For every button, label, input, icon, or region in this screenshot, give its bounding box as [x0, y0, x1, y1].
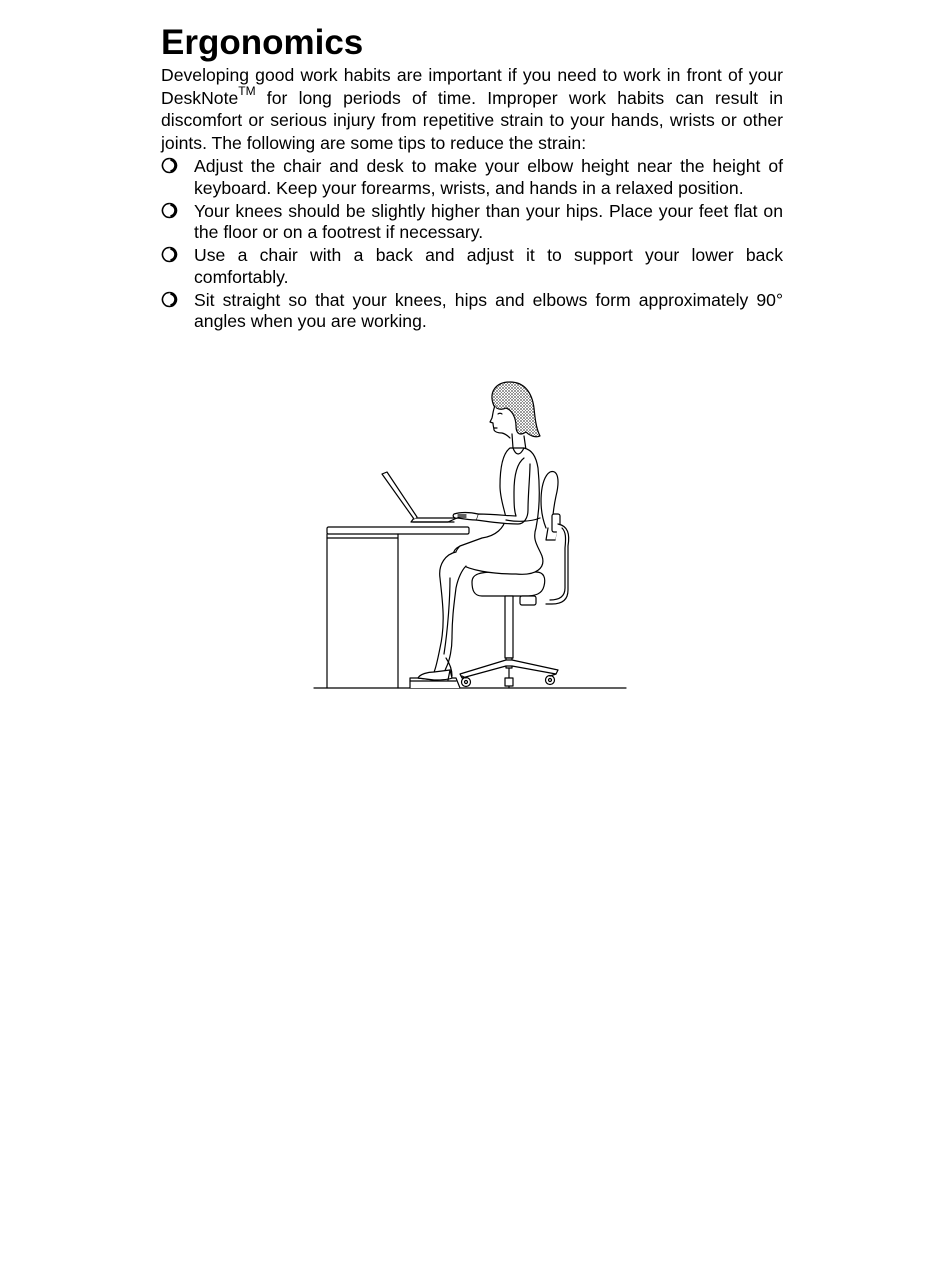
tip-item [161, 245, 783, 288]
page-title: Ergonomics [161, 23, 364, 62]
circle-bullet-icon [161, 291, 178, 308]
tip-text: Your knees should be slightly higher than your hips. Place your feet flat on the floor or on a footrest if necessary. [194, 200, 783, 242]
intro-text-before-tm: Developing good work habits are important if you need to work in front of your DeskNote [161, 65, 783, 108]
tip-text: Adjust the chair and desk to make your elbow height near the height of keyboard. Keep your forearms, wrists, and hands in a relaxed position. [194, 156, 783, 198]
intro-text-after-tm: for long periods of time. Improper work habits can result in discomfort or serious injury from repetitive strain to your hands, wrists or other joints. The following are some tips to reduce the strain: [161, 87, 783, 153]
intro-paragraph [161, 64, 783, 154]
tip-text: Sit straight so that your knees, hips and elbows form approximately 90° angles when you are working. [194, 289, 783, 331]
trademark-symbol: TM [238, 83, 256, 98]
seated-woman-at-laptop-illustration [310, 378, 630, 694]
tip-text: Use a chair with a back and adjust it to support your lower back comfortably. [194, 245, 783, 287]
circle-bullet-icon [161, 246, 178, 263]
circle-bullet-icon [161, 157, 178, 174]
laptop [382, 472, 457, 522]
circle-bullet-icon [161, 202, 178, 219]
tips-list [161, 156, 783, 333]
tip-item [161, 290, 783, 333]
tip-item [161, 201, 783, 244]
tip-item [161, 156, 783, 199]
ergonomics-page [161, 22, 783, 334]
